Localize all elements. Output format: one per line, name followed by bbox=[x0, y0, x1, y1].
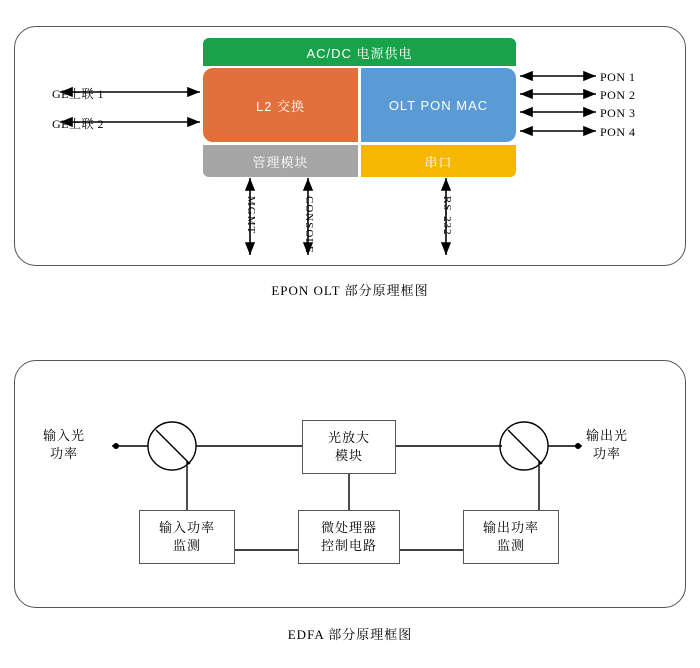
box-mcu-line2: 控制电路 bbox=[320, 538, 377, 553]
label-output-line2: 功率 bbox=[593, 445, 622, 461]
box-amp-line2: 模块 bbox=[334, 448, 363, 463]
label-input-line2: 功率 bbox=[50, 445, 79, 461]
block-l2-switch: L2 交换 bbox=[203, 68, 358, 142]
box-output-power-monitor bbox=[463, 510, 559, 564]
label-pon-4: PON 4 bbox=[600, 125, 636, 139]
block-olt-pon-mac: OLT PON MAC bbox=[361, 68, 516, 142]
label-input-optical-power bbox=[43, 427, 85, 462]
box-input-power-monitor bbox=[139, 510, 235, 564]
label-console-port: CONSOLE bbox=[303, 196, 315, 254]
label-pon-3: PON 3 bbox=[600, 106, 636, 120]
block-management: 管理模块 bbox=[203, 145, 358, 177]
label-ge-uplink-2: GE上联 2 bbox=[52, 117, 104, 131]
label-input-line1: 输入光 bbox=[43, 428, 86, 443]
label-output-optical-power bbox=[586, 427, 628, 462]
label-mgmt-port: MGMT bbox=[245, 196, 257, 235]
caption-edfa: EDFA 部分原理框图 bbox=[287, 627, 413, 642]
box-mcu-line1: 微处理器 bbox=[320, 520, 377, 536]
box-inmon-line2: 监测 bbox=[172, 538, 201, 553]
label-pon-2: PON 2 bbox=[600, 88, 636, 102]
box-outmon-line1: 输出功率 bbox=[482, 520, 539, 536]
box-outmon-line2: 监测 bbox=[496, 538, 525, 553]
label-ge-uplink-1: GE上联 1 bbox=[52, 87, 104, 101]
caption-epon: EPON OLT 部分原理框图 bbox=[271, 283, 429, 298]
block-serial-port: 串口 bbox=[361, 145, 516, 177]
box-optical-amplifier bbox=[302, 420, 396, 474]
box-inmon-line1: 输入功率 bbox=[158, 520, 215, 536]
label-pon-1: PON 1 bbox=[600, 70, 636, 84]
edfa-panel bbox=[14, 360, 686, 608]
label-rs232-port: RS-232 bbox=[441, 196, 453, 236]
box-amp-line1: 光放大 bbox=[327, 430, 370, 446]
label-output-line1: 输出光 bbox=[586, 428, 629, 443]
block-acdc-power: AC/DC 电源供电 bbox=[203, 38, 516, 66]
box-mcu-control-circuit bbox=[298, 510, 400, 564]
